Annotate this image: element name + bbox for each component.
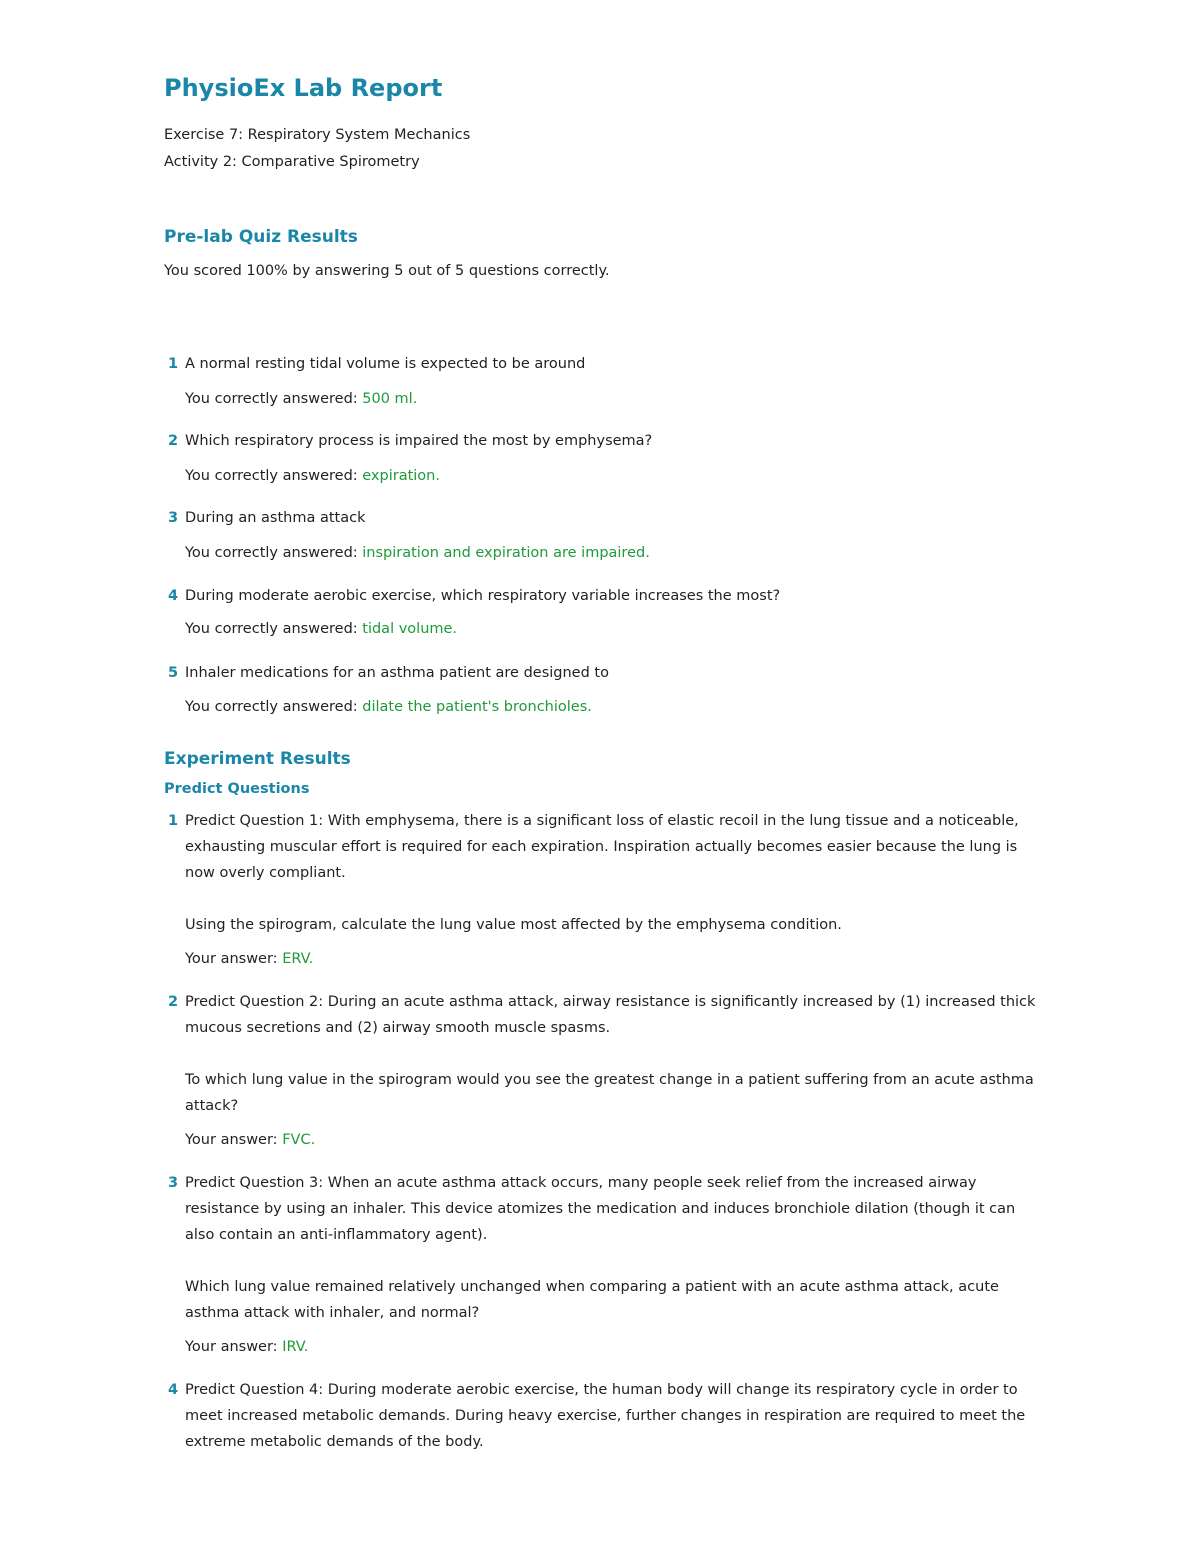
- prelab-question: [164, 351, 1049, 377]
- prelab-question: [164, 505, 1049, 531]
- prelab-score: You scored 100% by answering 5 out of 5 questions correctly.: [164, 263, 610, 279]
- answer-prefix: Your answer:: [185, 1132, 283, 1148]
- answer-prefix: You correctly answered:: [185, 621, 363, 637]
- answer-prefix: You correctly answered:: [185, 545, 363, 561]
- experiment-heading: Experiment Results: [164, 749, 351, 769]
- question-text: During an asthma attack: [185, 510, 366, 526]
- question-text: Inhaler medications for an asthma patient are designed to: [185, 665, 609, 681]
- question-text: Predict Question 1: With emphysema, there is a significant loss of elastic recoil in the lung tissue and a noticeable, exhausting muscular effort is required for each expiration. Inspiration actually becomes easier because the lung is now overly compliant.: [185, 813, 1019, 881]
- answer-prefix: You correctly answered:: [185, 468, 363, 484]
- exercise-label: Exercise 7: Respiratory System Mechanics: [164, 127, 471, 143]
- question-text: Which respiratory process is impaired the most by emphysema?: [185, 433, 653, 449]
- question-text: Predict Question 4: During moderate aerobic exercise, the human body will change its respiratory cycle in order to meet increased metabolic demands. During heavy exercise, further changes in respiration are required to meet the extreme metabolic demands of the body.: [185, 1382, 1026, 1450]
- prelab-heading: Pre-lab Quiz Results: [164, 227, 358, 247]
- answer-value: tidal volume.: [362, 621, 458, 637]
- answer-prefix: You correctly answered:: [185, 699, 363, 715]
- answer-value: ERV.: [282, 951, 314, 967]
- prelab-answer: [185, 699, 592, 715]
- predict-answer: [185, 951, 313, 967]
- activity-label: Activity 2: Comparative Spirometry: [164, 154, 420, 170]
- answer-value: dilate the patient's bronchioles.: [362, 699, 592, 715]
- answer-prefix: You correctly answered:: [185, 391, 363, 407]
- question-number: 3: [168, 1175, 179, 1191]
- question-number: 4: [168, 1382, 179, 1398]
- question-number: 2: [168, 994, 179, 1010]
- predict-question: [164, 808, 1049, 938]
- question-text: Predict Question 3: When an acute asthma attack occurs, many people seek relief from the increased airway resistance by using an inhaler. This device atomizes the medication and induces bronchiole dilation (though it can also contain an anti-inflammatory agent).: [185, 1175, 1016, 1243]
- prelab-answer: [185, 545, 650, 561]
- question-prompt: To which lung value in the spirogram would you see the greatest change in a patient suffering from an acute asthma attack?: [185, 1072, 1034, 1114]
- question-text: Predict Question 2: During an acute asthma attack, airway resistance is significantly increased by (1) increased thick mucous secretions and (2) airway smooth muscle spasms.: [185, 994, 1036, 1036]
- prelab-question: [164, 428, 1049, 454]
- prelab-question: [164, 583, 1049, 609]
- predict-subheading: Predict Questions: [164, 781, 310, 797]
- answer-value: 500 ml.: [362, 391, 418, 407]
- predict-question: [164, 1377, 1049, 1455]
- answer-value: expiration.: [362, 468, 440, 484]
- prelab-answer: [185, 468, 440, 484]
- answer-value: inspiration and expiration are impaired.: [362, 545, 650, 561]
- answer-prefix: Your answer:: [185, 951, 283, 967]
- prelab-question: [164, 660, 1049, 686]
- predict-question: [164, 1170, 1049, 1326]
- question-number: 1: [168, 813, 179, 829]
- question-prompt: Using the spirogram, calculate the lung value most affected by the emphysema condition.: [185, 917, 842, 933]
- answer-prefix: Your answer:: [185, 1339, 283, 1355]
- question-number: 1: [168, 356, 179, 372]
- question-prompt: Which lung value remained relatively unchanged when comparing a patient with an acute asthma attack, acute asthma attack with inhaler, and normal?: [185, 1279, 999, 1321]
- predict-question: [164, 989, 1049, 1119]
- predict-answer: [185, 1132, 315, 1148]
- question-number: 3: [168, 510, 179, 526]
- question-text: During moderate aerobic exercise, which respiratory variable increases the most?: [185, 588, 781, 604]
- report-title: PhysioEx Lab Report: [164, 74, 443, 102]
- question-text: A normal resting tidal volume is expected to be around: [185, 356, 586, 372]
- question-number: 2: [168, 433, 179, 449]
- prelab-answer: [185, 621, 457, 637]
- question-number: 4: [168, 588, 179, 604]
- answer-value: IRV.: [282, 1339, 309, 1355]
- prelab-answer: [185, 391, 417, 407]
- question-number: 5: [168, 665, 179, 681]
- answer-value: FVC.: [282, 1132, 316, 1148]
- predict-answer: [185, 1339, 308, 1355]
